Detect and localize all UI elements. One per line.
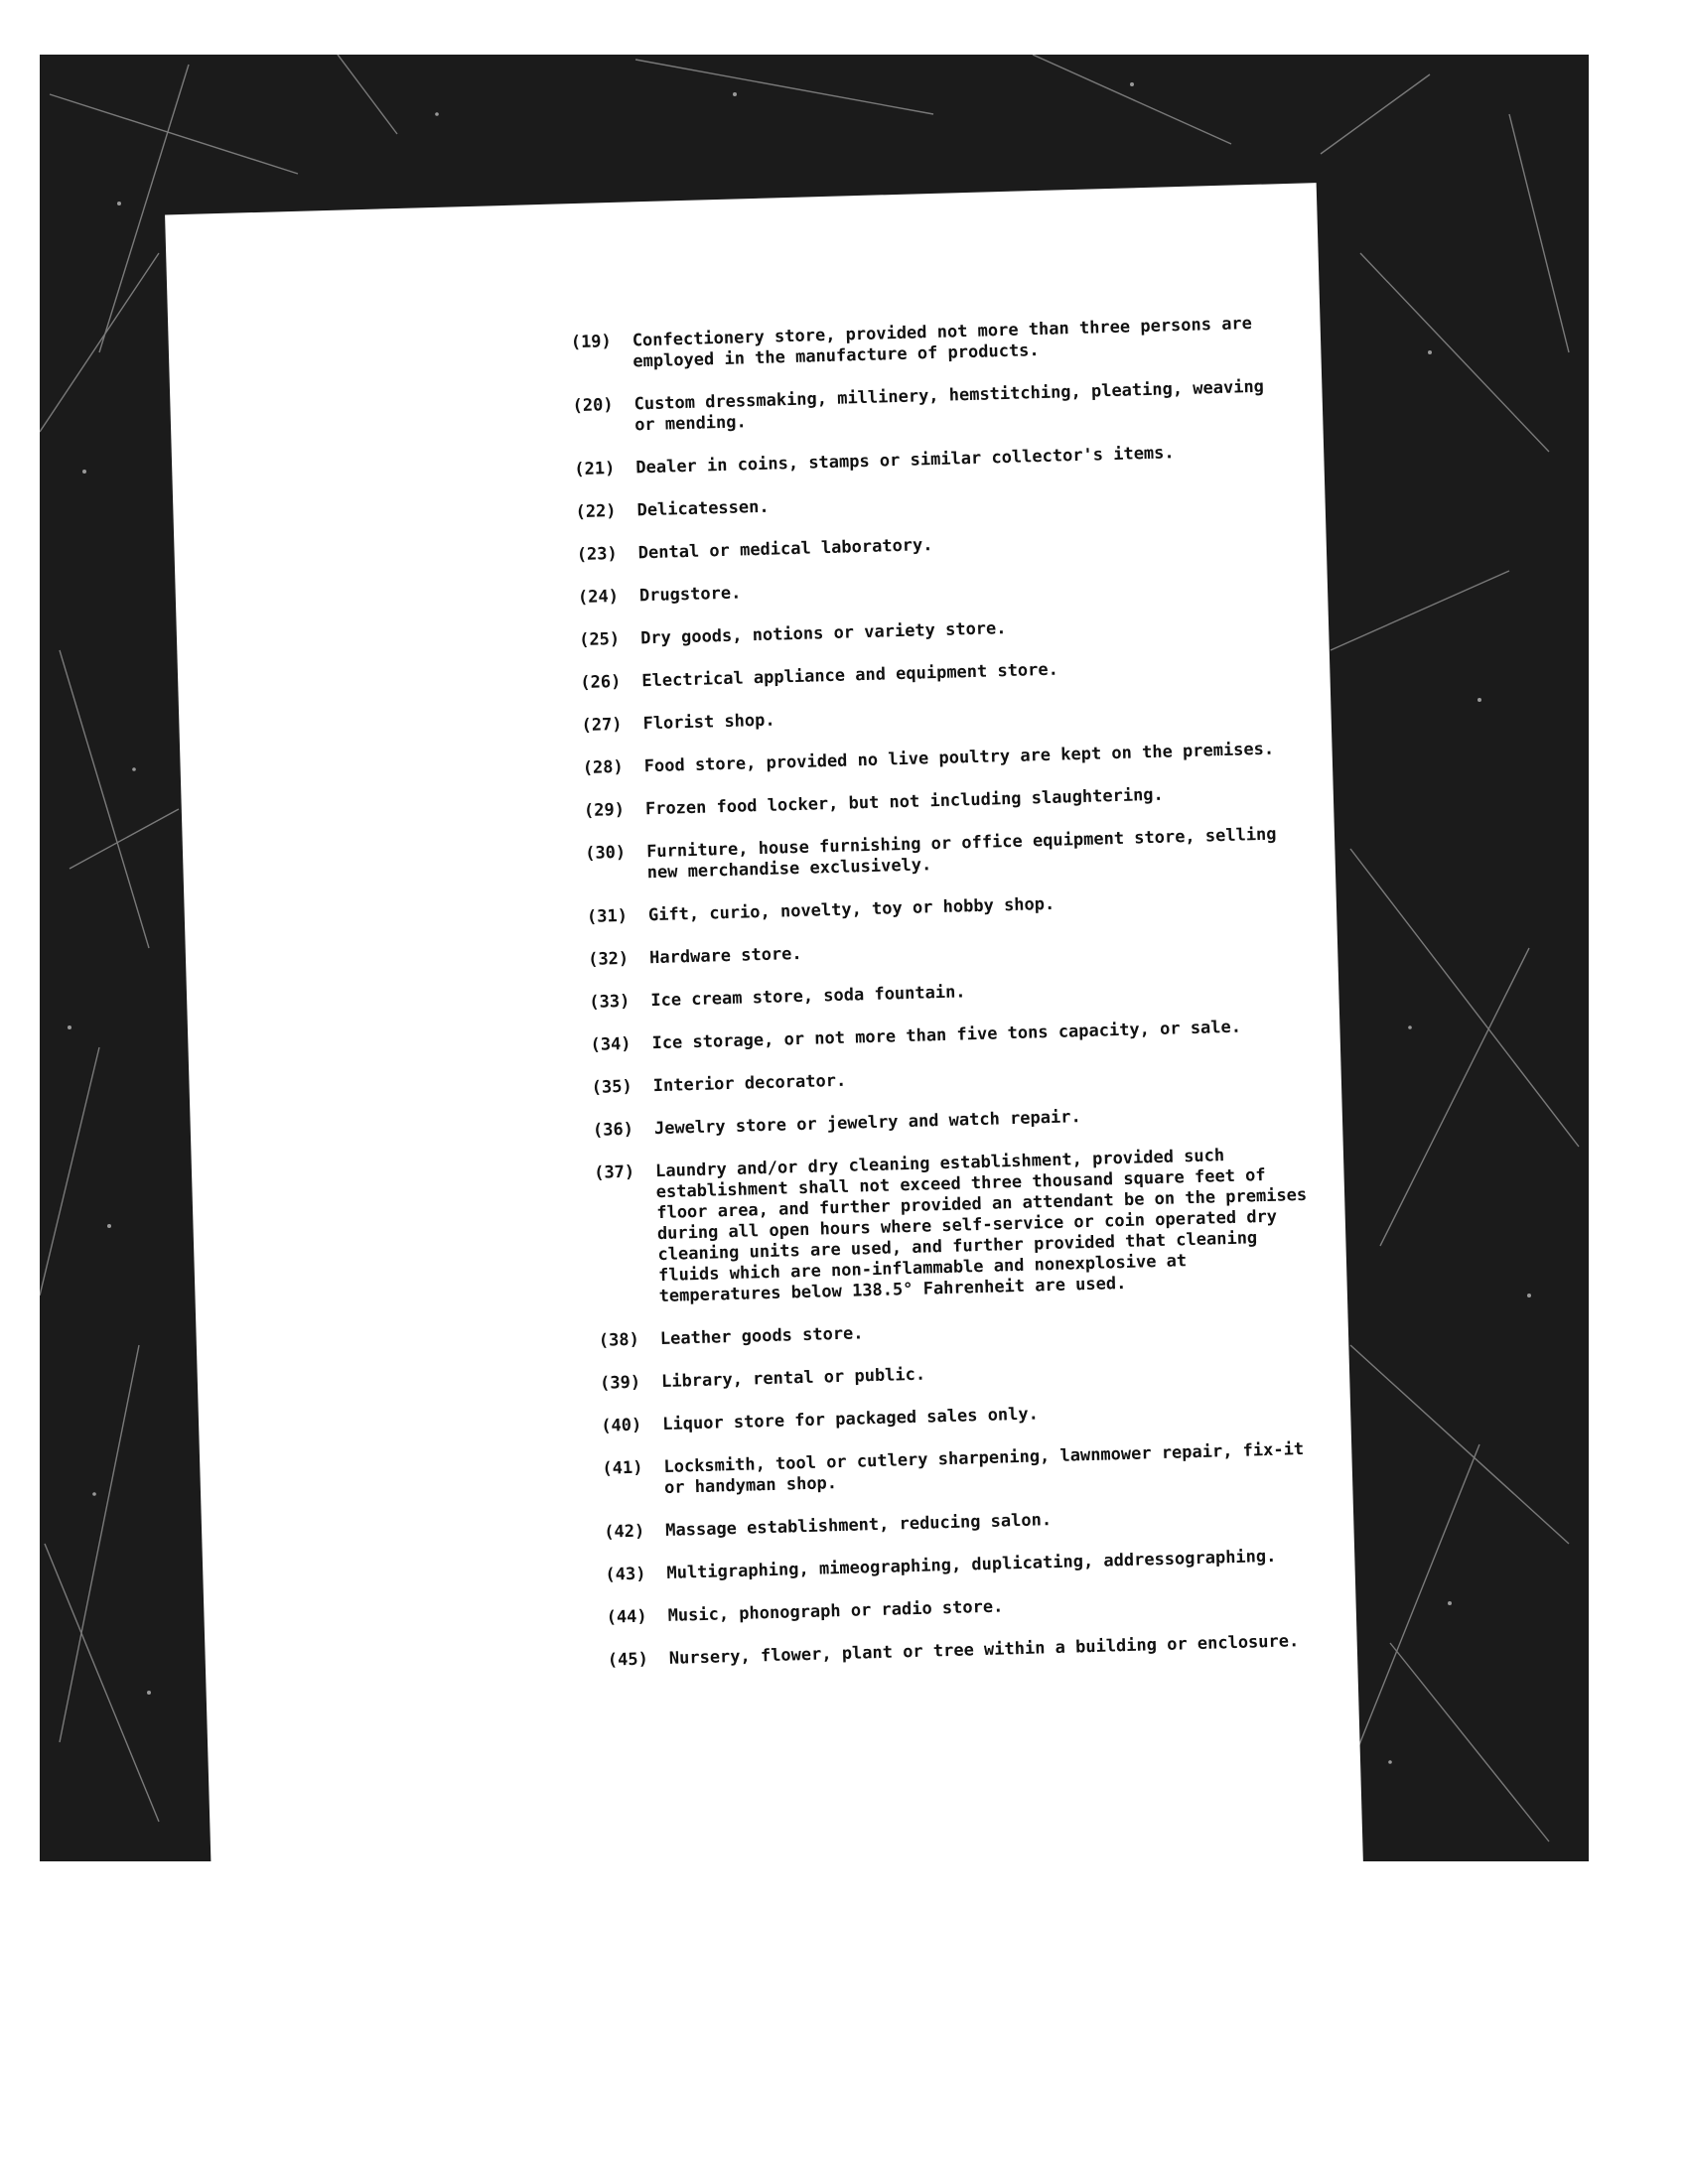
white-document-sheet: [165, 183, 1364, 1861]
item-number: (35): [591, 1076, 633, 1098]
item-text: Liquor store for packaged sales only.: [662, 1404, 1040, 1435]
list-item: [608, 1631, 1323, 1672]
item-text: Music, phonograph or radio store.: [667, 1596, 1004, 1626]
item-number: (44): [606, 1606, 647, 1628]
item-text: Library, rental or public.: [660, 1364, 926, 1393]
item-text: Drugstore.: [638, 583, 742, 607]
list-item: [581, 696, 1296, 737]
item-text: Electrical appliance and equipment store.: [641, 659, 1059, 692]
list-item: [575, 482, 1290, 523]
item-number: (26): [580, 671, 622, 694]
list-item: [587, 887, 1302, 928]
permitted-uses-list: [571, 313, 1324, 1694]
item-number: (20): [572, 395, 614, 417]
item-number: (31): [586, 905, 629, 927]
item-text: Nursery, flower, plant or tree within a building or enclosure.: [668, 1631, 1300, 1669]
item-text: Frozen food locker, but not including slaughtering.: [644, 784, 1165, 820]
list-item: [600, 1354, 1315, 1395]
item-text: Florist shop.: [642, 710, 775, 735]
list-item: [580, 653, 1295, 694]
list-item: [577, 525, 1292, 566]
item-number: (21): [574, 458, 616, 480]
item-text: Gift, curio, novelty, toy or hobby shop.: [647, 893, 1055, 926]
item-text: Dealer in coins, stamps or similar collector's items.: [635, 443, 1175, 478]
item-number: (33): [589, 991, 631, 1013]
item-text: Dry goods, notions or variety store.: [639, 618, 1007, 649]
item-text: Dental or medical laboratory.: [637, 535, 933, 564]
item-number: (45): [607, 1649, 649, 1671]
item-number: (23): [576, 543, 619, 566]
item-number: (39): [599, 1372, 641, 1394]
item-number: (32): [587, 948, 630, 970]
item-text: Ice cream store, soda fountain.: [650, 982, 966, 1012]
item-text: Furniture, house furnishing or office equipment store, selling new merchandise exclusively.: [645, 824, 1277, 884]
item-text: Laundry and/or dry cleaning establishment, provided such establishment shall not exceed three thousand square feet of floor area, and further provided an attendant be on the premises during all open hours where self-service or coin operated dry cleaning units are used, and further provided that cleaning fluids which are non-inflammable and nonexplosive at temperatures below 138.5° Fahrenheit are used.: [654, 1146, 1308, 1307]
list-item: [589, 973, 1304, 1014]
item-number: (25): [578, 628, 621, 651]
list-item: [594, 1144, 1313, 1309]
item-text: Custom dressmaking, millinery, hemstitching, pleating, weaving or mending.: [633, 376, 1265, 436]
item-number: (22): [575, 500, 617, 523]
item-text: Jewelry store or jewelry and watch repair.: [653, 1107, 1081, 1140]
list-item: [593, 1101, 1308, 1142]
item-text: Confectionery store, provided not more than three persons are employed in the manufacture of products.: [632, 314, 1253, 372]
item-number: (34): [590, 1033, 632, 1055]
item-number: (28): [582, 756, 625, 778]
item-number: (19): [570, 332, 613, 353]
item-number: (41): [602, 1457, 643, 1479]
item-text: Delicatessen.: [636, 496, 770, 521]
list-item: [602, 1439, 1318, 1501]
item-text: Interior decorator.: [652, 1070, 847, 1097]
list-item: [606, 1588, 1321, 1629]
list-item: [585, 824, 1301, 886]
item-number: (38): [598, 1329, 640, 1351]
item-number: (24): [577, 586, 620, 609]
list-item: [571, 313, 1287, 374]
item-text: Multigraphing, mimeographing, duplicating, addressographing.: [666, 1546, 1277, 1583]
list-item: [574, 440, 1289, 480]
item-text: Food store, provided no live poultry are kept on the premises.: [643, 739, 1275, 777]
item-text: Hardware store.: [648, 943, 802, 969]
photocopy-dark-border: [40, 55, 1589, 1861]
list-item: [592, 1058, 1307, 1099]
item-number: (42): [604, 1521, 645, 1543]
item-text: Leather goods store.: [659, 1323, 864, 1350]
item-number: (27): [581, 714, 623, 737]
list-item: [590, 1016, 1305, 1056]
item-text: Locksmith, tool or cutlery sharpening, lawnmower repair, fix-it or handyman shop.: [663, 1438, 1305, 1498]
list-item: [578, 568, 1293, 609]
list-item: [572, 376, 1288, 438]
list-item: [605, 1546, 1320, 1586]
item-number: (29): [583, 799, 626, 821]
item-number: (36): [592, 1119, 634, 1141]
list-item: [588, 930, 1303, 971]
list-item: [579, 611, 1294, 651]
item-text: Ice storage, or not more than five tons capacity, or sale.: [651, 1017, 1242, 1054]
item-number: (43): [605, 1564, 646, 1585]
item-number: (40): [601, 1415, 642, 1436]
list-item: [599, 1311, 1314, 1352]
list-item: [601, 1397, 1316, 1437]
item-text: Massage establishment, reducing salon.: [664, 1510, 1053, 1541]
item-number: (30): [584, 842, 627, 864]
list-item: [583, 739, 1298, 779]
list-item: [584, 781, 1299, 822]
item-number: (37): [593, 1161, 635, 1183]
list-item: [604, 1503, 1319, 1544]
